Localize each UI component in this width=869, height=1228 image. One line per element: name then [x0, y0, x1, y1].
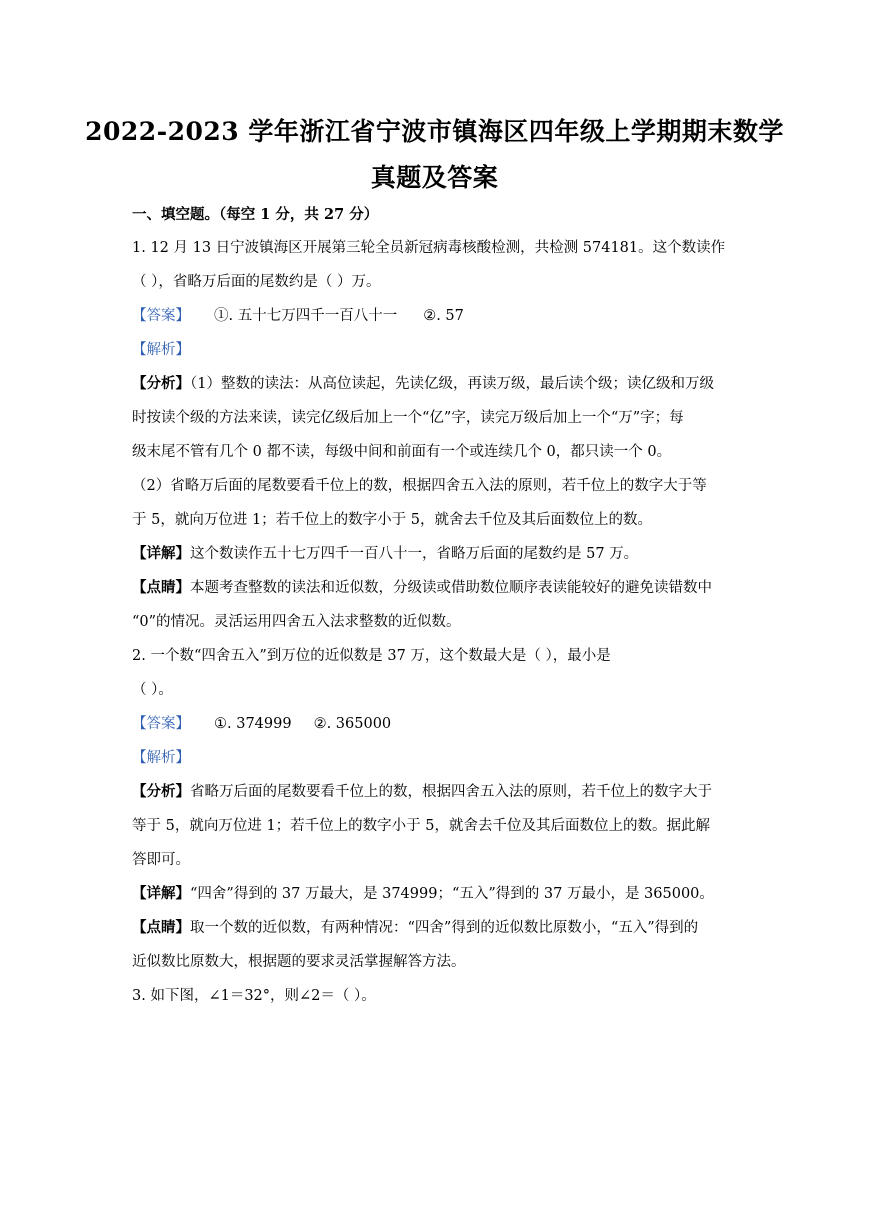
q1-answer-row: [132, 306, 742, 326]
q1-dianjing-line2: “0”的情况。灵活运用四舍五入法求整数的近似数。: [132, 614, 461, 630]
q1-fenxi-text1: （1）整数的读法：从高位读起，先读亿级，再读万级，最后读个级；读亿级和万级: [190, 376, 714, 392]
q1-fenxi-line1: [132, 374, 742, 394]
q1-text-line2: （ ），省略万后面的尾数约是（ ）万。: [132, 274, 381, 290]
analysis-label: 【解析】: [132, 342, 190, 358]
q1-answer-2: ②. 57: [423, 308, 464, 324]
q2-fenxi-line2: 等于 5，就向万位进 1；若千位上的数字小于 5，就舍去千位及其后面数位上的数。据此解: [132, 818, 710, 834]
q1-fenxi-line5: 于 5，就向万位进 1；若千位上的数字小于 5，就舍去千位及其后面数位上的数。: [132, 512, 653, 528]
q2-xiangjie-text: “四舍”得到的 37 万最大，是 374999；“五入”得到的 37 万最小，是 365000。: [190, 886, 714, 902]
q2-fenxi-line1: [132, 782, 742, 802]
q2-answer-2: ②. 365000: [313, 716, 392, 732]
q1-answer-1: ①. 五十七万四千一百八十一: [214, 308, 398, 324]
section-heading: 一、填空题。（每空 1 分，共 27 分）: [132, 206, 379, 223]
q1-fenxi-line2: 时按读个级的方法来读，读完亿级后加上一个“亿”字，读完万级后加上一个“万”字；每: [132, 410, 684, 426]
answer-label: 【答案】: [132, 308, 190, 324]
q2-xiangjie-line: [132, 884, 742, 904]
q2-text-line2: （ ）。: [132, 682, 173, 698]
q2-answer-row: [132, 714, 742, 734]
q1-fenxi-line4: （2）省略万后面的尾数要看千位上的数，根据四舍五入法的原则，若千位上的数字大于等: [132, 478, 707, 494]
q1-fenxi-line3: 级末尾不管有几个 0 都不读，每级中间和前面有一个或连续几个 0，都只读一个 0。: [132, 444, 672, 460]
document-title-line2: 真题及答案: [370, 163, 499, 192]
q2-fenxi-line3: 答即可。: [132, 852, 190, 868]
q1-xiangjie-line: [132, 544, 742, 564]
analysis-label: 【解析】: [132, 750, 190, 766]
document-title-line1: 2022-2023 学年浙江省宁波市镇海区四年级上学期期末数学: [85, 117, 784, 146]
xiangjie-label: 【详解】: [132, 545, 190, 562]
q2-dianjing-text1: 取一个数的近似数，有两种情况：“四舍”得到的近似数比原数小，“五入”得到的: [190, 920, 699, 936]
q2-dianjing-line1: [132, 918, 742, 938]
fenxi-label: 【分析】: [132, 783, 190, 800]
q2-fenxi-text1: 省略万后面的尾数要看千位上的数，根据四舍五入法的原则，若千位上的数字大于: [190, 784, 712, 800]
q2-answer-1: ①. 374999: [214, 716, 292, 732]
dianjing-label: 【点睛】: [132, 919, 190, 936]
q2-text-line1: 2. 一个数“四舍五入”到万位的近似数是 37 万，这个数最大是（ ），最小是: [132, 648, 611, 664]
q1-xiangjie-text: 这个数读作五十七万四千一百八十一，省略万后面的尾数约是 57 万。: [190, 546, 639, 562]
dianjing-label: 【点睛】: [132, 579, 190, 596]
fenxi-label: 【分析】: [132, 375, 190, 392]
xiangjie-label: 【详解】: [132, 885, 190, 902]
q1-dianjing-text1: 本题考查整数的读法和近似数，分级读或借助数位顺序表读能较好的避免读错数中: [190, 580, 712, 596]
q1-text-line1: 1. 12 月 13 日宁波镇海区开展第三轮全员新冠病毒核酸检测，共检测 574181。这个数读作: [132, 240, 726, 256]
answer-label: 【答案】: [132, 716, 190, 732]
q2-dianjing-line2: 近似数比原数大，根据题的要求灵活掌握解答方法。: [132, 954, 466, 970]
q1-dianjing-line1: [132, 578, 742, 598]
q3-text-line1: 3. 如下图，∠1＝32°，则∠2＝（ ）。: [132, 988, 376, 1004]
